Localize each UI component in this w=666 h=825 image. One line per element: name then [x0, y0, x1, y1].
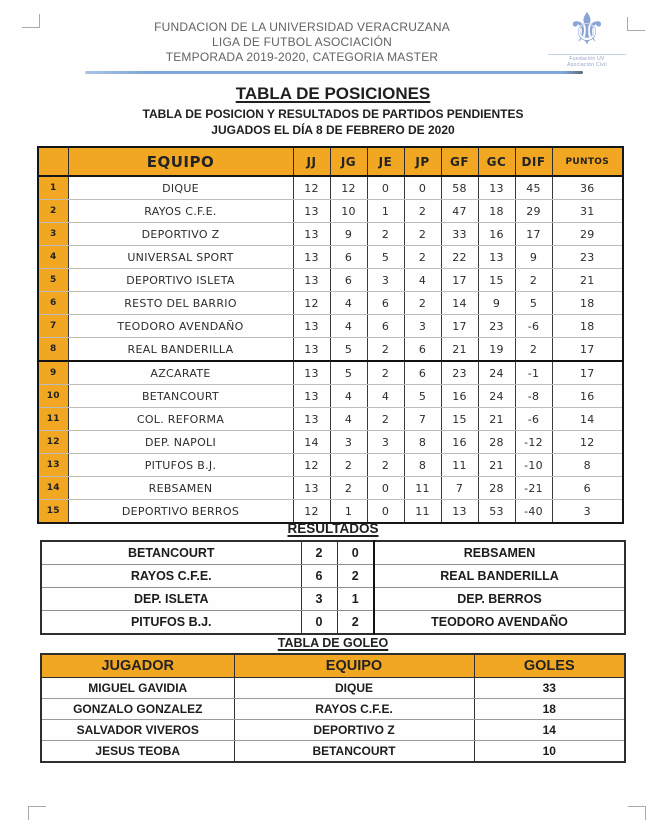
standings-stat-cell: 6 [367, 315, 404, 338]
standings-stat-cell: 14 [441, 292, 478, 315]
standings-team-cell: RESTO DEL BARRIO [68, 292, 293, 315]
standings-stat-cell: 17 [515, 223, 552, 246]
standings-stat-cell: 0 [367, 176, 404, 200]
standings-stat-cell: 8 [404, 431, 441, 454]
standings-stat-cell: 16 [441, 385, 478, 408]
standings-stat-cell: -6 [515, 315, 552, 338]
standings-stat-cell: 13 [293, 385, 330, 408]
standings-header-row [38, 147, 623, 176]
margin-corner-top-right-icon [627, 17, 645, 31]
logo [548, 6, 626, 68]
standings-stat-cell: 22 [441, 246, 478, 269]
standings-stat-cell: 13 [293, 361, 330, 385]
standings-stat-cell: 6 [552, 477, 623, 500]
margin-corner-top-left-icon [22, 14, 40, 28]
results-section-title [0, 521, 666, 536]
result-away-team: DEP. BERROS [374, 588, 625, 611]
standings-stat-cell: 7 [441, 477, 478, 500]
standings-position-cell: 12 [38, 431, 68, 454]
result-home-team: DEP. ISLETA [41, 588, 301, 611]
standings-row [38, 338, 623, 362]
standings-team-cell: DIQUE [68, 176, 293, 200]
standings-stat-cell: 15 [441, 408, 478, 431]
result-home-score: 3 [301, 588, 337, 611]
standings-stat-cell: 13 [293, 246, 330, 269]
standings-position-cell: 2 [38, 200, 68, 223]
standings-row [38, 292, 623, 315]
standings-stat-cell: 1 [367, 200, 404, 223]
standings-stat-cell: 13 [293, 200, 330, 223]
standings-stat-cell: 2 [404, 223, 441, 246]
page-subtitle-2: JUGADOS EL DÍA 8 DE FEBRERO DE 2020 [211, 123, 455, 137]
standings-header-cell: JJ [293, 147, 330, 176]
standings-stat-cell: 1 [330, 500, 367, 524]
standings-stat-cell: 23 [478, 315, 515, 338]
standings-stat-cell: -8 [515, 385, 552, 408]
topscorer-player-cell: JESUS TEOBA [41, 741, 234, 763]
standings-position-cell: 7 [38, 315, 68, 338]
standings-stat-cell: 9 [478, 292, 515, 315]
topscorer-goals-cell: 10 [474, 741, 625, 763]
standings-stat-cell: 5 [367, 246, 404, 269]
standings-header-cell: GF [441, 147, 478, 176]
standings-stat-cell: 18 [552, 292, 623, 315]
standings-stat-cell: -10 [515, 454, 552, 477]
topscorer-player-cell: GONZALO GONZALEZ [41, 699, 234, 720]
topscorer-team-cell: DIQUE [234, 678, 474, 699]
standings-stat-cell: 21 [552, 269, 623, 292]
standings-position-cell: 9 [38, 361, 68, 385]
topscorer-row [41, 720, 625, 741]
results-table [40, 540, 626, 635]
standings-stat-cell: 2 [367, 338, 404, 362]
standings-stat-cell: 14 [293, 431, 330, 454]
standings-stat-cell: 4 [404, 269, 441, 292]
standings-position-cell: 13 [38, 454, 68, 477]
standings-stat-cell: 33 [441, 223, 478, 246]
standings-position-cell: 14 [38, 477, 68, 500]
margin-corner-bottom-right-icon [628, 806, 646, 820]
standings-stat-cell: 13 [293, 269, 330, 292]
standings-stat-cell: 2 [330, 454, 367, 477]
logo-caption [548, 54, 626, 68]
standings-stat-cell: 16 [441, 431, 478, 454]
standings-stat-cell: 2 [367, 454, 404, 477]
topscorers-header-cell: JUGADOR [41, 654, 234, 678]
standings-row [38, 315, 623, 338]
standings-stat-cell: 13 [293, 315, 330, 338]
standings-stat-cell: 16 [478, 223, 515, 246]
standings-stat-cell: 17 [441, 269, 478, 292]
standings-stat-cell: 6 [330, 246, 367, 269]
topscorer-team-cell: RAYOS C.F.E. [234, 699, 474, 720]
standings-stat-cell: 2 [515, 269, 552, 292]
standings-stat-cell: 4 [330, 385, 367, 408]
standings-stat-cell: 29 [552, 223, 623, 246]
standings-row [38, 200, 623, 223]
standings-stat-cell: 12 [330, 176, 367, 200]
result-away-team: REAL BANDERILLA [374, 565, 625, 588]
standings-stat-cell: -21 [515, 477, 552, 500]
standings-team-cell: DEPORTIVO Z [68, 223, 293, 246]
logo-caption-line-2: Asociación Civil [567, 62, 607, 68]
standings-stat-cell: 12 [552, 431, 623, 454]
standings-stat-cell: 12 [293, 454, 330, 477]
standings-row [38, 385, 623, 408]
standings-position-cell: 4 [38, 246, 68, 269]
standings-stat-cell: 17 [441, 315, 478, 338]
standings-row [38, 408, 623, 431]
result-home-team: PITUFOS B.J. [41, 611, 301, 635]
standings-header-cell: JG [330, 147, 367, 176]
standings-header-cell: JE [367, 147, 404, 176]
standings-stat-cell: 2 [404, 246, 441, 269]
standings-header-cell: GC [478, 147, 515, 176]
standings-stat-cell: 8 [552, 454, 623, 477]
standings-stat-cell: 2 [330, 477, 367, 500]
standings-stat-cell: 23 [552, 246, 623, 269]
page-subtitle-1: TABLA DE POSICION Y RESULTADOS DE PARTIDOS PENDIENTES [142, 107, 524, 121]
standings-stat-cell: 58 [441, 176, 478, 200]
result-away-team: TEODORO AVENDAÑO [374, 611, 625, 635]
standings-stat-cell: 9 [330, 223, 367, 246]
standings-team-cell: PITUFOS B.J. [68, 454, 293, 477]
standings-stat-cell: 13 [478, 246, 515, 269]
standings-table [37, 146, 624, 524]
page-title-text: TABLA DE POSICIONES [235, 84, 431, 103]
standings-row [38, 454, 623, 477]
standings-position-cell: 8 [38, 338, 68, 362]
standings-row [38, 500, 623, 524]
topscorers-header-row [41, 654, 625, 678]
standings-stat-cell: 4 [330, 408, 367, 431]
standings-position-cell: 6 [38, 292, 68, 315]
results-title-text: RESULTADOS [287, 521, 379, 536]
result-home-team: BETANCOURT [41, 541, 301, 565]
result-row [41, 565, 625, 588]
standings-stat-cell: 31 [552, 200, 623, 223]
standings-stat-cell: 3 [552, 500, 623, 524]
topscorer-goals-cell: 18 [474, 699, 625, 720]
standings-team-cell: REAL BANDERILLA [68, 338, 293, 362]
topscorers-table [40, 653, 626, 763]
standings-stat-cell: 18 [552, 315, 623, 338]
logo-caption-line-1: Fundación UV [569, 56, 605, 62]
standings-stat-cell: 0 [367, 500, 404, 524]
topscorer-row [41, 678, 625, 699]
result-away-score: 1 [337, 588, 374, 611]
standings-stat-cell: 4 [330, 292, 367, 315]
result-away-team: REBSAMEN [374, 541, 625, 565]
standings-stat-cell: 5 [404, 385, 441, 408]
standings-stat-cell: 2 [367, 361, 404, 385]
standings-stat-cell: 11 [441, 454, 478, 477]
standings-stat-cell: 5 [330, 338, 367, 362]
result-away-score: 2 [337, 611, 374, 635]
standings-stat-cell: 11 [404, 500, 441, 524]
standings-team-cell: TEODORO AVENDAÑO [68, 315, 293, 338]
topscorer-row [41, 699, 625, 720]
standings-team-cell: AZCARATE [68, 361, 293, 385]
result-row [41, 611, 625, 635]
standings-stat-cell: 13 [293, 338, 330, 362]
standings-stat-cell: -40 [515, 500, 552, 524]
standings-stat-cell: -6 [515, 408, 552, 431]
page-title [0, 84, 666, 104]
standings-header-cell: EQUIPO [68, 147, 293, 176]
standings-stat-cell: 12 [293, 292, 330, 315]
standings-stat-cell: 4 [367, 385, 404, 408]
standings-position-cell: 1 [38, 176, 68, 200]
standings-stat-cell: 13 [441, 500, 478, 524]
standings-stat-cell: 2 [404, 200, 441, 223]
standings-position-cell: 5 [38, 269, 68, 292]
standings-stat-cell: 15 [478, 269, 515, 292]
standings-stat-cell: 13 [478, 176, 515, 200]
standings-stat-cell: 0 [404, 176, 441, 200]
standings-header-cell: PUNTOS [552, 147, 623, 176]
topscorer-row [41, 741, 625, 763]
standings-stat-cell: 8 [404, 454, 441, 477]
topscorer-goals-cell: 33 [474, 678, 625, 699]
standings-stat-cell: 16 [552, 385, 623, 408]
standings-row [38, 176, 623, 200]
standings-stat-cell: 11 [404, 477, 441, 500]
standings-stat-cell: 21 [441, 338, 478, 362]
standings-position-cell: 15 [38, 500, 68, 524]
standings-team-cell: UNIVERSAL SPORT [68, 246, 293, 269]
standings-position-cell: 11 [38, 408, 68, 431]
standings-stat-cell: 28 [478, 431, 515, 454]
standings-stat-cell: 2 [367, 408, 404, 431]
standings-stat-cell: 13 [293, 408, 330, 431]
standings-stat-cell: 17 [552, 361, 623, 385]
org-line-2: LIGA DE FUTBOL ASOCIACIÓN [212, 35, 392, 49]
standings-stat-cell: 24 [478, 385, 515, 408]
standings-row [38, 431, 623, 454]
standings-row [38, 269, 623, 292]
header-divider-line [85, 71, 583, 74]
standings-team-cell: DEP. NAPOLI [68, 431, 293, 454]
margin-corner-bottom-left-icon [28, 806, 46, 820]
standings-stat-cell: 2 [367, 223, 404, 246]
standings-stat-cell: 19 [478, 338, 515, 362]
standings-row [38, 223, 623, 246]
standings-stat-cell: 3 [404, 315, 441, 338]
standings-stat-cell: 13 [293, 477, 330, 500]
result-home-score: 2 [301, 541, 337, 565]
standings-stat-cell: 9 [515, 246, 552, 269]
org-line-1: FUNDACION DE LA UNIVERSIDAD VERACRUZANA [154, 20, 450, 34]
result-home-team: RAYOS C.F.E. [41, 565, 301, 588]
standings-stat-cell: -12 [515, 431, 552, 454]
topscorers-header-cell: EQUIPO [234, 654, 474, 678]
standings-header-cell: JP [404, 147, 441, 176]
standings-team-cell: BETANCOURT [68, 385, 293, 408]
result-home-score: 6 [301, 565, 337, 588]
standings-stat-cell: -1 [515, 361, 552, 385]
topscorer-goals-cell: 14 [474, 720, 625, 741]
standings-stat-cell: 12 [293, 500, 330, 524]
standings-team-cell: COL. REFORMA [68, 408, 293, 431]
topscorers-section-title [0, 636, 666, 650]
standings-stat-cell: 29 [515, 200, 552, 223]
standings-stat-cell: 36 [552, 176, 623, 200]
standings-stat-cell: 12 [293, 176, 330, 200]
standings-stat-cell: 2 [404, 292, 441, 315]
standings-stat-cell: 5 [330, 361, 367, 385]
standings-stat-cell: 21 [478, 408, 515, 431]
result-away-score: 2 [337, 565, 374, 588]
standings-stat-cell: 45 [515, 176, 552, 200]
standings-stat-cell: 17 [552, 338, 623, 362]
standings-stat-cell: 6 [404, 338, 441, 362]
topscorers-title-text: TABLA DE GOLEO [277, 636, 389, 650]
standings-row [38, 361, 623, 385]
topscorers-header-cell: GOLES [474, 654, 625, 678]
standings-position-cell: 10 [38, 385, 68, 408]
fleur-de-lis-icon: ⚜ [567, 4, 607, 55]
standings-stat-cell: 6 [404, 361, 441, 385]
topscorer-player-cell: MIGUEL GAVIDIA [41, 678, 234, 699]
standings-stat-cell: 18 [478, 200, 515, 223]
standings-stat-cell: 13 [293, 223, 330, 246]
standings-stat-cell: 4 [330, 315, 367, 338]
standings-stat-cell: 7 [404, 408, 441, 431]
topscorer-player-cell: SALVADOR VIVEROS [41, 720, 234, 741]
topscorer-team-cell: DEPORTIVO Z [234, 720, 474, 741]
standings-stat-cell: 6 [330, 269, 367, 292]
standings-team-cell: DEPORTIVO ISLETA [68, 269, 293, 292]
result-row [41, 588, 625, 611]
standings-team-cell: REBSAMEN [68, 477, 293, 500]
standings-stat-cell: 0 [367, 477, 404, 500]
standings-stat-cell: 28 [478, 477, 515, 500]
standings-stat-cell: 2 [515, 338, 552, 362]
standings-stat-cell: 3 [367, 431, 404, 454]
standings-row [38, 477, 623, 500]
standings-row [38, 246, 623, 269]
standings-stat-cell: 10 [330, 200, 367, 223]
standings-stat-cell: 3 [367, 269, 404, 292]
standings-stat-cell: 23 [441, 361, 478, 385]
standings-stat-cell: 14 [552, 408, 623, 431]
org-header [102, 20, 502, 65]
standings-stat-cell: 3 [330, 431, 367, 454]
standings-header-cell: DIF [515, 147, 552, 176]
standings-position-cell: 3 [38, 223, 68, 246]
result-home-score: 0 [301, 611, 337, 635]
result-away-score: 0 [337, 541, 374, 565]
standings-header-cell [38, 147, 68, 176]
standings-stat-cell: 5 [515, 292, 552, 315]
result-row [41, 541, 625, 565]
standings-team-cell: DEPORTIVO BERROS [68, 500, 293, 524]
standings-stat-cell: 47 [441, 200, 478, 223]
standings-team-cell: RAYOS C.F.E. [68, 200, 293, 223]
standings-stat-cell: 53 [478, 500, 515, 524]
standings-stat-cell: 6 [367, 292, 404, 315]
standings-stat-cell: 24 [478, 361, 515, 385]
topscorer-team-cell: BETANCOURT [234, 741, 474, 763]
standings-stat-cell: 21 [478, 454, 515, 477]
org-line-3: TEMPORADA 2019-2020, CATEGORIA MASTER [165, 50, 439, 64]
